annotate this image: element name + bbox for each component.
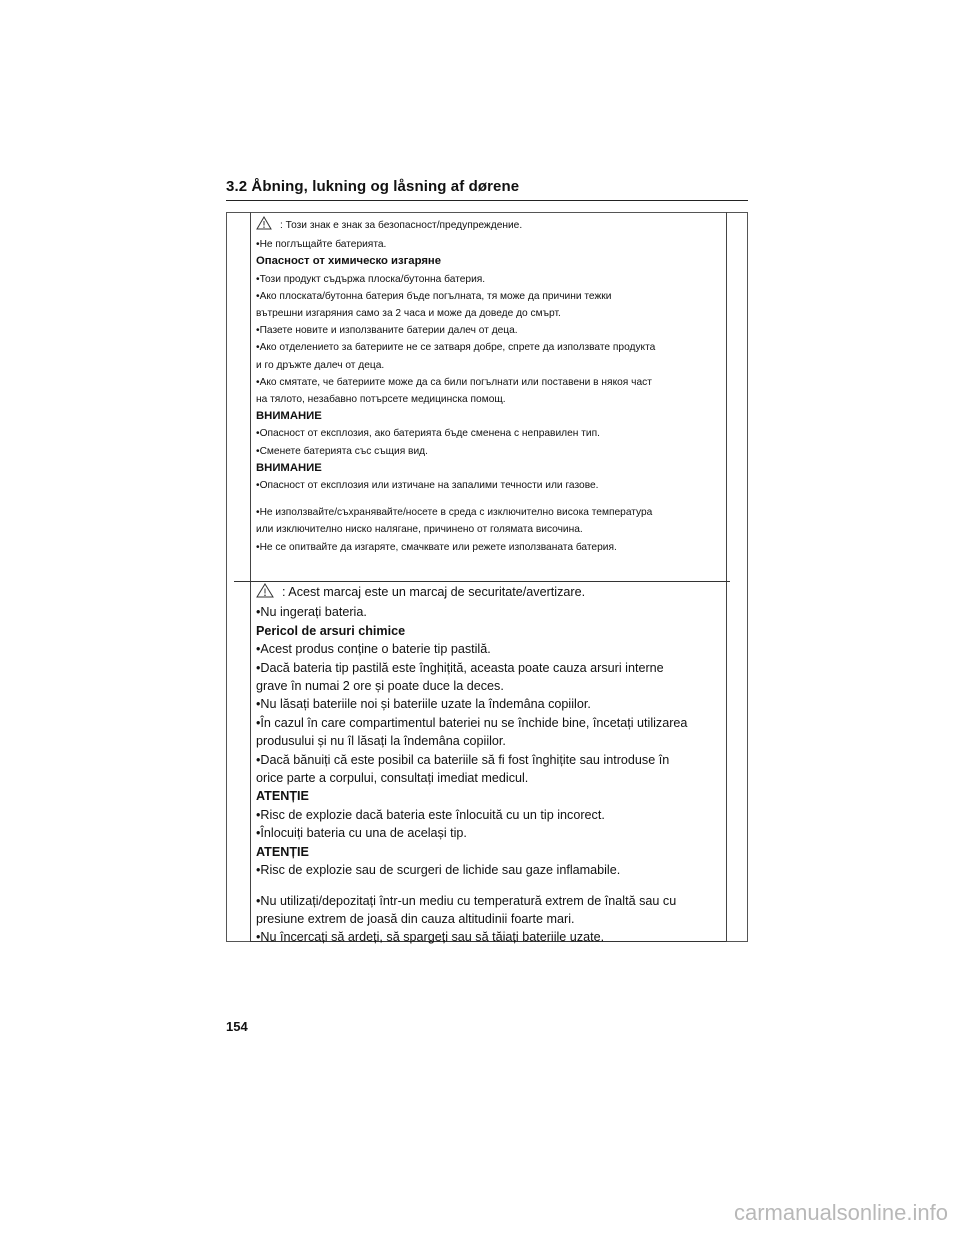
text-line: •Ако смятате, че батериите може да са били погълнати или поставени в някоя част [256,376,652,388]
spacer [256,494,724,504]
text-line: presiune extrem de joasă din cauza altitudinii foarte mari. [256,911,575,926]
text-line: •Risc de explozie sau de scurgeri de lichide sau gaze inflamabile. [256,863,621,878]
text-line: •Nu ingerați bateria. [256,605,367,620]
text-line: •Dacă bănuiți că este posibil ca bateriile să fi fost înghițite sau introduse în [256,752,670,767]
text-line: •Ако отделението за батериите не се затваря добре, спрете да използвате продукта [256,342,656,354]
frame-inner-left-line [250,212,251,942]
text-line: •Nu utilizați/depozitați într-un mediu cu temperatură extrem de înaltă sau cu [256,893,677,908]
text-line: •Сменете батерията със същия вид. [256,445,428,457]
symbol-note-line [256,583,724,603]
text-line: •Nu încercați să ardeți, să spargeți sau să tăiați bateriile uzate. [256,930,605,945]
heading-line: ATENȚIE [256,844,309,859]
text-line: •Този продукт съдържа плоска/бутонна батерия. [256,273,486,285]
text-line: •Nu lăsați bateriile noi și bateriile uzate la îndemâna copiilor. [256,697,591,712]
text-line: •În cazul în care compartimentul bateriei nu se închide bine, încetați utilizarea [256,715,688,730]
watermark: carmanualsonline.info [733,1200,948,1225]
section-title: 3.2 Åbning, lukning og låsning af dørene [226,178,520,195]
symbol-note-line [256,216,724,236]
text-line: •Пазете новите и използваните батерии далеч от деца. [256,325,518,337]
text-line: •Ако плоската/бутонна батерия бъде погълната, тя може да причини тежки [256,290,612,302]
heading-line: Pericol de arsuri chimice [256,623,406,638]
heading-line: Опасност от химическо изгаряне [256,255,442,268]
text-line: •Acest produs conține o baterie tip pastilă. [256,642,491,657]
page-number: 154 [226,1019,248,1034]
title-underline [226,200,748,201]
text-line: •Опасност от експлозия, ако батерията бъде сменена с неправилен тип. [256,428,600,440]
symbol-note-text: : Acest marcaj este un marcaj de securitate/avertizare. [282,585,586,599]
warning-triangle-icon [256,583,274,603]
text-line: •Не поглъщайте батерията. [256,239,387,251]
text-line: или изключително ниско налягане, причинено от голямата височина. [256,524,583,536]
text-line: на тялото, незабавно потърсете медицинска помощ. [256,394,506,406]
text-line: вътрешни изгаряния само за 2 часа и може да доведе до смърт. [256,308,561,320]
text-line: grave în numai 2 ore și poate duce la deces. [256,679,504,694]
text-line: orice parte a corpului, consultați imediat medicul. [256,771,529,786]
symbol-note-text: : Този знак е знак за безопасност/предупреждение. [280,220,523,231]
text-line: •Не се опитвайте да изгаряте, смачквате или режете използваната батерия. [256,541,617,553]
frame-inner-right-line [726,212,727,942]
spacer [256,880,724,892]
text-line: •Risc de explozie dacă bateria este înlocuită cu un tip incorect. [256,807,605,822]
text-line: •Dacă bateria tip pastilă este înghițită, aceasta poate cauza arsuri interne [256,660,664,675]
text-line: и го дръжте далеч от деца. [256,359,385,371]
text-line: •Опасност от експлозия или изтичане на запалими течности или газове. [256,480,599,492]
bulgarian-warning-section [256,216,724,556]
warning-triangle-icon [256,216,272,236]
romanian-warning-section [256,583,724,947]
section-divider [234,581,730,582]
heading-line: ATENȚIE [256,789,309,804]
text-line: produsului și nu îl lăsați la îndemâna copiilor. [256,734,506,749]
text-line: •Не използвайте/съхранявайте/носете в среда с изключително висока температура [256,507,653,519]
text-line: •Înlocuiți bateria cu una de același tip. [256,826,467,841]
heading-line: ВНИМАНИЕ [256,410,322,423]
heading-line: ВНИМАНИЕ [256,461,322,474]
